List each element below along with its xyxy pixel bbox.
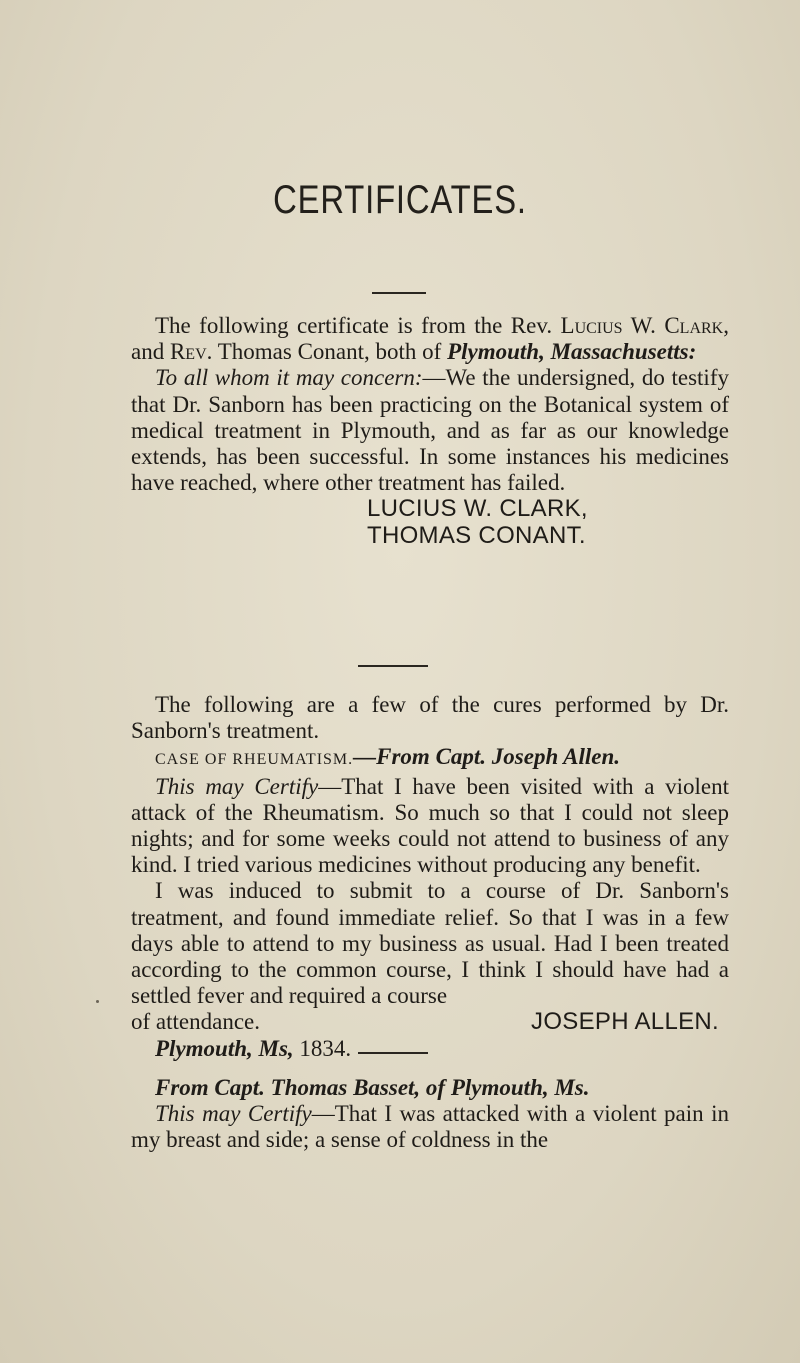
certify-phrase: This may Certify (155, 773, 319, 799)
intro-text-and: , and (131, 313, 729, 365)
section-divider (358, 665, 428, 667)
signature-joseph-allen: JOSEPH ALLEN. (531, 1008, 719, 1036)
case-label: CASE OF RHEUMATISM. (155, 751, 354, 769)
name-lucius-clark: Lucius W. Clark (560, 313, 724, 338)
intro-text: The following certificate is from the Rev. (155, 313, 553, 338)
section-divider-2 (358, 1052, 428, 1054)
case2-paragraph-1 (131, 1101, 729, 1153)
signature-lucius-clark: LUCIUS W. CLARK, (367, 495, 588, 523)
title-divider (372, 292, 426, 294)
name-thomas-conant: Thomas Conant, both of (212, 339, 448, 365)
certify-phrase-2: This may Certify (155, 1101, 312, 1127)
case-text-end: of attendance. (131, 1009, 260, 1035)
page-title: CERTIFICATES. (273, 178, 527, 222)
case-source-joseph-allen: —From Capt. Joseph Allen. (353, 744, 621, 770)
margin-mark (96, 1000, 99, 1003)
case-closing-row (131, 1009, 729, 1035)
signature-block (131, 496, 729, 548)
dateline-place: Plymouth, Ms, (155, 1035, 294, 1061)
case2-text-1: —That I was attacked with a violent pain in my breast and side; a sense of coldness in the (131, 1101, 729, 1153)
certificate-text: —We the undersigned, do testify that Dr. Sanborn has been practicing on the Botanical system of medical treatment in Plymouth, and as far as our knowledge extends, has been successful. In some instances his medicines have reached, where other treatment has failed. (131, 365, 729, 496)
cures-intro: The following are a few of the cures performed by Dr. Sanborn's treatment. (131, 692, 729, 744)
case-basset (131, 1075, 729, 1154)
case-paragraph-2: I was induced to submit to a course of Dr. Sanborn's treatment, and found immediate relief. So that I was in a few days able to attend to my business as usual. Had I been treated according to the common course, I think I should have had a settled fever and required a course (131, 878, 729, 1009)
salutation: To all whom it may concern: (155, 365, 423, 391)
certificate-body (131, 365, 729, 496)
case-text-1: —That I have been visited with a violent attack of the Rheumatism. So much so that I could not sleep nights; and for some weeks could not attend to business of any kind. I tried various medicines without producing any benefit. (131, 773, 729, 878)
case-source-thomas-basset: From Capt. Thomas Basset, of Plymouth, Ms. (155, 1075, 590, 1100)
case-dateline (131, 1036, 729, 1062)
place-plymouth-massachusetts: Plymouth, Massachusetts: (447, 339, 697, 365)
case-heading-rheumatism (131, 744, 729, 773)
cures-section (131, 692, 729, 1062)
certificate-clark-conant (131, 313, 729, 549)
certificate-intro (131, 313, 729, 365)
dateline-year: 1834. (293, 1035, 352, 1061)
title-rev: Rev. (169, 339, 213, 365)
case-paragraph-1 (131, 774, 729, 879)
signature-thomas-conant: THOMAS CONANT. (367, 521, 586, 549)
